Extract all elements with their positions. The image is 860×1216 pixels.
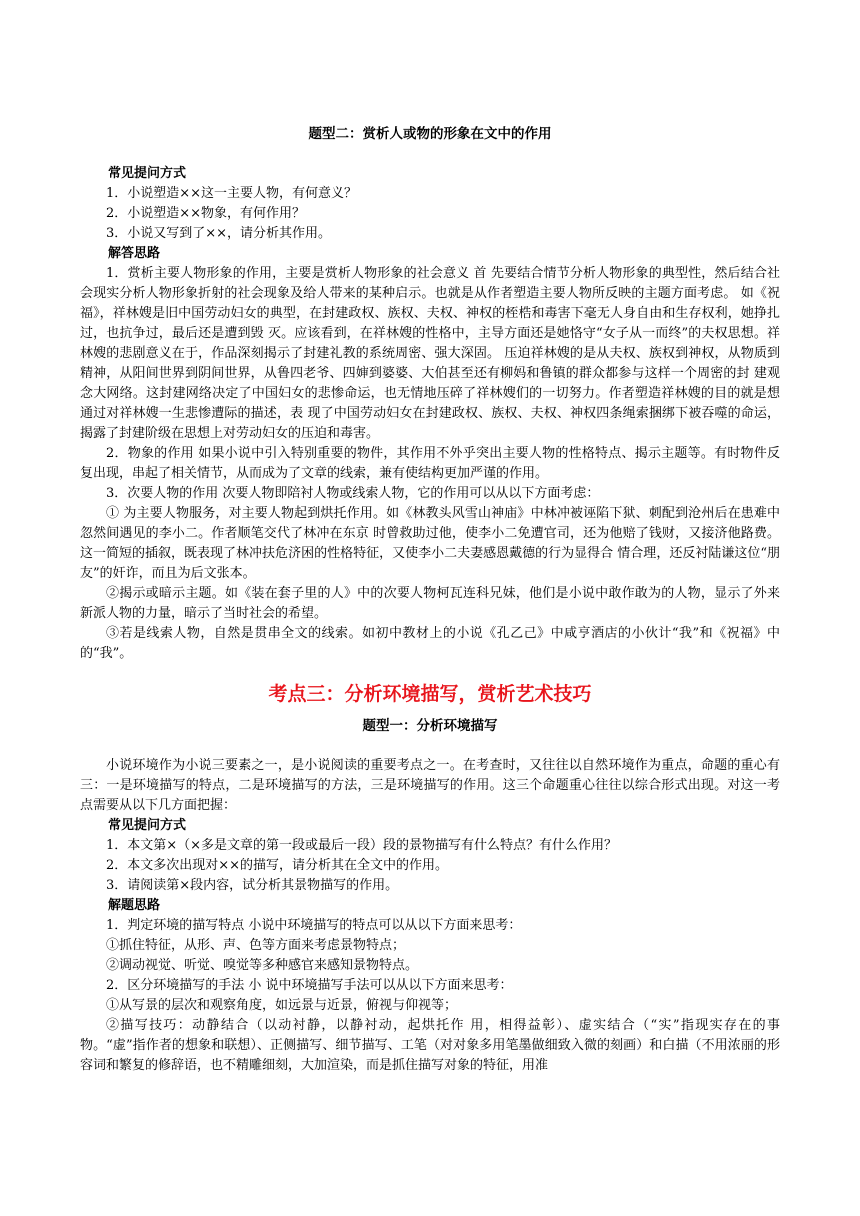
body-paragraph: ②揭示或暗示主题。如《装在套子里的人》中的次要人物柯瓦连科兄妹，他们是小说中敢作敢为的人物，显示了外来新派人物的力量，暗示了当时社会的希望。 [80, 586, 780, 621]
question-item: 2．本文多次出现对××的描写，请分析其在全文中的作用。 [106, 858, 449, 873]
question-item: 1．小说塑造××这一主要人物，有何意义？ [106, 186, 358, 201]
approach-line: ①从写景的层次和观察角度，如远景与近景，俯视与仰视等； [106, 998, 458, 1013]
question-types-heading: 常见提问方式 [108, 166, 187, 181]
body-paragraph: ① 为主要人物服务，对主要人物起到烘托作用。如《林教头风雪山神庙》中林冲被诬陷下狱、刺配到沧州后在患难中忽然间遇见的李小二。作者顺笔交代了林冲在东京 时曾救助过他，使李小二免遭官司，还为他赔了钱财，又接济他路费。这一简短的插叙，既表现了林冲扶危济困的性格特征，又使李小二夫妻感恩戴德的行为显得合 情合理，还反衬陆谦这位“朋友”的奸诈，而且为后文张本。 [80, 506, 780, 581]
body-paragraph: 3．次要人物的作用 次要人物即陪衬人物或线索人物，它的作用可以从以下方面考虑： [106, 486, 600, 501]
approach-line: ①抓住特征，从形、声、色等方面来考虑景物特点； [106, 938, 406, 953]
approach-line: 1．判定环境的描写特点 小说中环境描写的特点可以从以下方面来思考： [106, 918, 522, 933]
question-types-heading: 常见提问方式 [108, 818, 187, 833]
body-paragraph: ③若是线索人物，自然是贯串全文的线索。如初中教材上的小说《孔乙己》中咸亨酒店的小伙计“我”和《祝福》中的“我”。 [80, 626, 780, 661]
exam-point-title: 考点三：分析环境描写，赏析艺术技巧 [268, 683, 592, 705]
body-paragraph: 2．物象的作用 如果小说中引入特别重要的物件，其作用不外乎突出主要人物的性格特点、揭示主题等。有时物件反复出现，串起了相关情节，从而成为了文章的线索，兼有使结构更加严谨的作用。 [80, 446, 780, 481]
question-item: 1．本文第×（×多是文章的第一段或最后一段）段的景物描写有什么特点？有什么作用？ [106, 838, 618, 853]
document-content [80, 120, 780, 1076]
approach-line: 2．区分环境描写的手法 小 说中环境描写手法可以从以下方面来思考： [106, 978, 513, 993]
question-item: 2．小说塑造××物象，有何作用？ [106, 206, 306, 221]
question-item: 3．请阅读第×段内容，试分析其景物描写的作用。 [106, 878, 399, 893]
body-paragraph: 1．赏析主要人物形象的作用，主要是赏析人物形象的社会意义 首 先要结合情节分析人物形象的典型性，然后结合社会现实分析人物形象折射的社会现象及给人带来的某种启示。也就是从作者塑造主要人物所反映的主题方面考虑。 如《祝福》，祥林嫂是旧中国劳动妇女的典型，在封建政权、族权、夫权、神权的桎梏和毒害下毫无人身自由和生存权利，她挣扎过，也抗争过，最后还是遭到毁 灭。应该看到，在祥林嫂的性格中，主导方面还是她恪守“女子从一而终”的夫权思想。祥林嫂的悲剧意义在于，作品深刻揭示了封建礼教的系统周密、强大深固。 压迫祥林嫂的是从夫权、族权到神权，从物质到精神，从阳间世界到阴间世界，从鲁四老爷、四婶到婆婆、大伯甚至还有柳妈和鲁镇的群众都参与这样一个周密的封 建观念大网络。这封建网络决定了中国妇女的悲惨命运，也无情地压碎了祥林嫂们的一切努力。作者塑造祥林嫂的目的就是想通过对祥林嫂一生悲惨遭际的描述，表 现了中国劳动妇女在封建政权、族权、夫权、神权四条绳索捆绑下被吞噬的命运，揭露了封建阶级在思想上对劳动妇女的压迫和毒害。 [80, 266, 780, 441]
answer-approach-heading: 解答思路 [108, 246, 161, 261]
intro-paragraph: 小说环境作为小说三要素之一，是小说阅读的重要考点之一。在考查时，又往往以自然环境作为重点，命题的重心有三：一是环境描写的特点，二是环境描写的方法，三是环境描写的作用。这三个命题重心往往以综合形式出现。对这一考点需要从以下几方面把握： [80, 758, 780, 813]
question-item: 3．小说又写到了××，请分析其作用。 [106, 226, 332, 241]
section-title: 题型一：分析环境描写 [362, 718, 498, 734]
body-paragraph: ②描写技巧：动静结合（以动衬静，以静衬动，起烘托作 用，相得益彰）、虚实结合（“实”指现实存在的事物。“虚”指作者的想象和联想）、正侧描写、细节描写、工笔（对对象多用笔墨做细致入微的刻画）和白描（不用浓丽的形容词和繁复的修辞语，也不精雕细刻，大加渲染，而是抓住描写对象的特征，用准 [80, 1018, 780, 1073]
answer-approach-heading: 解题思路 [108, 898, 161, 913]
section-title: 题型二：赏析人或物的形象在文中的作用 [308, 126, 552, 142]
approach-line: ②调动视觉、听觉、嗅觉等多种感官来感知景物特点。 [106, 958, 419, 973]
